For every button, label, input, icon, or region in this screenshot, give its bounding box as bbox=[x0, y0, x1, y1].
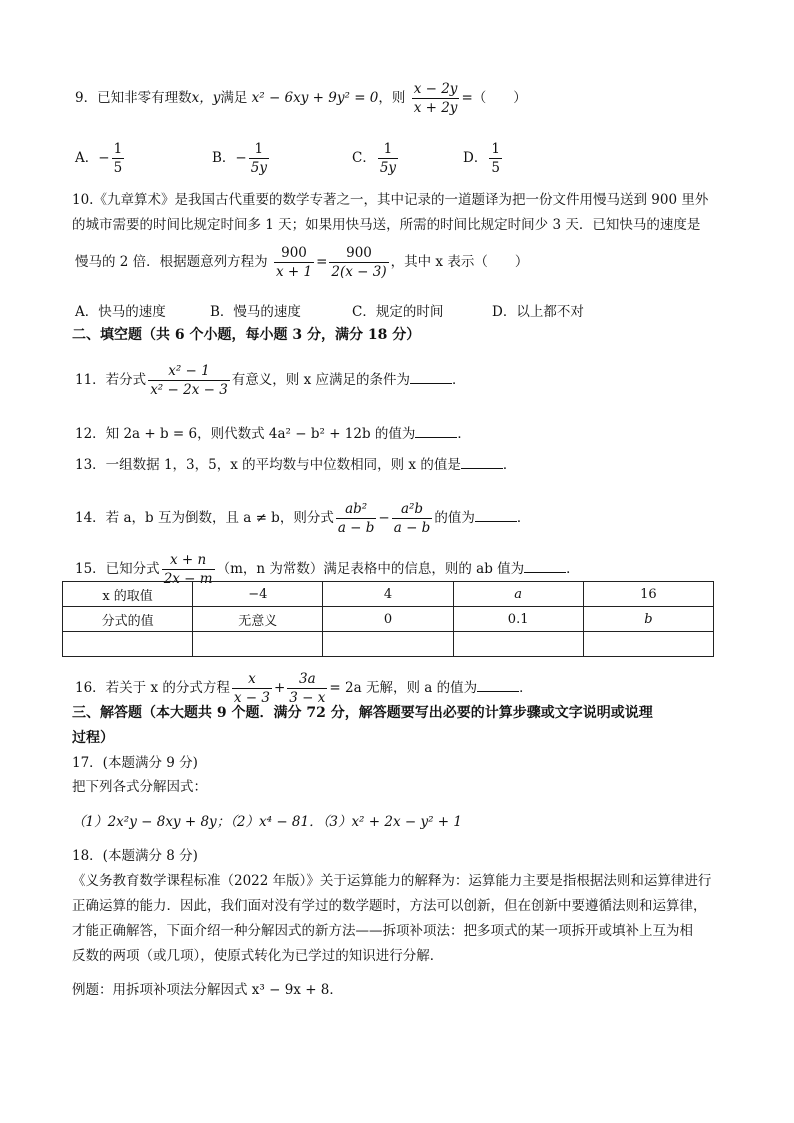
q16-num1: x bbox=[248, 671, 256, 687]
q18-heading: 18．(本题满分 8 分) bbox=[72, 848, 198, 864]
q10-line3-post: ，其中 x 表示（ ） bbox=[390, 254, 529, 270]
table-cell: x 的取值 bbox=[63, 582, 193, 607]
q10-frac1-num: 900 bbox=[281, 245, 307, 261]
q10-line-3 bbox=[75, 244, 528, 281]
q9-option-b bbox=[212, 140, 271, 177]
q15-num: x + n bbox=[170, 552, 207, 568]
q10-option-c: C．规定的时间 bbox=[352, 304, 444, 320]
q9-prefix: 9．已知非零有理数 bbox=[75, 90, 192, 106]
q9-option-a-frac bbox=[112, 140, 125, 177]
q9-option-d-label: D． bbox=[463, 150, 488, 166]
q17-items: （1）2x²y − 8xy + 8y；（2）x⁴ − 81．（3）x² + 2x − y² + 1 bbox=[72, 814, 462, 830]
q14-num2: a²b bbox=[400, 501, 424, 517]
q9-option-a bbox=[75, 140, 126, 177]
q15-end: ． bbox=[566, 561, 580, 577]
section-3-title-line-1: 三、解答题（本大题共 9 个题．满分 72 分，解答题要写出必要的计算步骤或文字说明或说理 bbox=[72, 705, 653, 721]
table-row bbox=[63, 607, 714, 632]
question-11 bbox=[75, 362, 466, 399]
q14-answer-blank[interactable] bbox=[475, 507, 517, 522]
q15-pre: 15．已知分式 bbox=[75, 561, 160, 577]
q16-den2: 3 − x bbox=[289, 690, 326, 706]
table-cell bbox=[323, 632, 453, 657]
question-14 bbox=[75, 500, 530, 537]
q9-mid: 满足 bbox=[220, 90, 248, 106]
q16-pre: 16．若关于 x 的分式方程 bbox=[75, 680, 230, 696]
q18-example: 例题：用拆项补项法分解因式 x³ − 9x + 8． bbox=[72, 982, 343, 998]
q18-para-line-3: 才能正确解答，下面介绍一种分解因式的新方法——拆项补项法：把多项式的某一项拆开或填补上互为相 bbox=[72, 923, 693, 939]
table-cell bbox=[193, 632, 323, 657]
q9-option-d bbox=[463, 140, 504, 177]
q9-option-d-frac bbox=[489, 140, 502, 177]
q14-frac-2 bbox=[392, 500, 433, 537]
q10-eq: = bbox=[316, 254, 328, 270]
q17-heading: 17．(本题满分 9 分) bbox=[72, 755, 198, 771]
q16-post: = 2a 无解，则 a 的值为 bbox=[329, 680, 478, 696]
q9-option-b-den: 5y bbox=[250, 160, 267, 176]
q18-para-line-1: 《义务教育数学课程标准（2022 年版）》关于运算能力的解释为：运算能力主要是指根据法则和运算律进行 bbox=[72, 873, 712, 889]
table-cell: 无意义 bbox=[193, 607, 323, 632]
q10-frac-1 bbox=[274, 244, 314, 281]
table-cell: a bbox=[453, 582, 583, 607]
q14-frac-1 bbox=[336, 500, 377, 537]
table-cell bbox=[453, 632, 583, 657]
q10-line3-pre: 慢马的 2 倍．根据题意列方程为 bbox=[75, 254, 268, 270]
q18-para-line-2: 正确运算的能力．因此，我们面对没有学过的数学题时，方法可以创新，但在创新中要遵循法则和运算律， bbox=[72, 898, 707, 914]
q9-option-d-num: 1 bbox=[491, 141, 500, 157]
table-cell: 16 bbox=[583, 582, 713, 607]
q12-text: 12．知 2a + b = 6，则代数式 4a² − b² + 12b 的值为 bbox=[75, 426, 416, 442]
q14-num1: ab² bbox=[345, 501, 368, 517]
q9-equation: x² − 6xy + 9y² = 0 bbox=[251, 90, 379, 106]
table-cell bbox=[583, 632, 713, 657]
table-cell: 分式的值 bbox=[63, 607, 193, 632]
q14-minus: − bbox=[378, 510, 390, 526]
q11-end: ． bbox=[452, 372, 466, 388]
q16-end: ． bbox=[519, 680, 533, 696]
q9-option-b-num: 1 bbox=[254, 141, 264, 157]
q15-den: 2x − m bbox=[163, 571, 213, 587]
q14-pre: 14．若 a，b 互为倒数，且 a ≠ b，则分式 bbox=[75, 510, 334, 526]
q16-den1: x − 3 bbox=[233, 690, 270, 706]
q11-num: x² − 1 bbox=[168, 363, 210, 379]
q13-text: 13．一组数据 1，3，5，x 的平均数与中位数相同，则 x 的值是 bbox=[75, 457, 461, 473]
q11-den: x² − 2x − 3 bbox=[150, 382, 228, 398]
table-row bbox=[63, 632, 714, 657]
q15-table bbox=[62, 581, 714, 657]
q9-option-c bbox=[352, 140, 400, 177]
q12-answer-blank[interactable] bbox=[415, 423, 457, 438]
q9-option-b-frac bbox=[249, 140, 269, 177]
table-cell: 0.1 bbox=[453, 607, 583, 632]
q9-option-a-label: A．− bbox=[75, 150, 110, 166]
table-row bbox=[63, 582, 714, 607]
question-9 bbox=[75, 80, 527, 117]
q9-vars: x，y bbox=[191, 90, 221, 106]
section-2-title: 二、填空题（共 6 个小题，每小题 3 分，满分 18 分） bbox=[72, 327, 421, 343]
q11-answer-blank[interactable] bbox=[410, 369, 452, 384]
q13-end: ． bbox=[502, 457, 517, 473]
table-cell: b bbox=[583, 607, 713, 632]
q16-num2: 3a bbox=[299, 671, 316, 687]
q16-answer-blank[interactable] bbox=[477, 677, 519, 692]
q9-frac-den: x + 2y bbox=[413, 100, 458, 116]
q16-plus: + bbox=[273, 680, 286, 696]
q10-frac2-num: 900 bbox=[346, 245, 372, 261]
table-cell: 4 bbox=[323, 582, 453, 607]
q10-option-d: D．以上都不对 bbox=[492, 304, 584, 320]
q10-line-2: 的城市需要的时间比规定时间多 1 天；如果用快马送，所需的时间比规定时间少 3 天．已知快马的速度是 bbox=[72, 217, 701, 233]
q9-option-c-den: 5y bbox=[379, 160, 397, 176]
table-cell: 0 bbox=[323, 607, 453, 632]
q9-option-a-den: 5 bbox=[113, 160, 123, 176]
q18-para-line-4: 反数的两项（或几项），使原式转化为已学过的知识进行分解． bbox=[72, 948, 444, 964]
q17-intro: 把下列各式分解因式： bbox=[72, 779, 207, 795]
q10-frac-2 bbox=[329, 244, 388, 281]
q11-post: 有意义，则 x 应满足的条件为 bbox=[231, 372, 410, 388]
question-12 bbox=[75, 423, 471, 444]
q13-answer-blank[interactable] bbox=[461, 454, 503, 469]
q9-then: ，则 bbox=[378, 90, 406, 106]
q14-den2: a − b bbox=[393, 520, 431, 536]
q14-den1: a − b bbox=[337, 520, 375, 536]
q10-option-a: A．快马的速度 bbox=[75, 304, 166, 320]
q11-pre: 11．若分式 bbox=[75, 372, 147, 388]
q9-option-c-frac bbox=[378, 140, 398, 177]
question-13 bbox=[75, 454, 516, 475]
q9-option-c-num: 1 bbox=[383, 141, 393, 157]
table-cell bbox=[63, 632, 193, 657]
section-3-title-line-2: 过程） bbox=[72, 730, 114, 746]
q10-frac2-den: 2(x − 3) bbox=[331, 264, 387, 280]
q9-fraction bbox=[412, 80, 460, 117]
table-cell: −4 bbox=[193, 582, 323, 607]
q11-frac bbox=[148, 362, 230, 399]
question-16 bbox=[75, 670, 533, 707]
q12-end: ． bbox=[457, 426, 471, 442]
q9-option-a-num: 1 bbox=[113, 141, 123, 157]
q9-option-c-label: C． bbox=[352, 150, 376, 166]
q16-frac-2 bbox=[287, 670, 327, 707]
q9-option-b-label: B．− bbox=[212, 150, 247, 166]
q14-post: 的值为 bbox=[434, 510, 475, 526]
q9-option-d-den: 5 bbox=[491, 160, 500, 176]
q10-line-1: 10.《九章算术》是我国古代重要的数学专著之一，其中记录的一道题译为把一份文件用慢马送到 900 里外 bbox=[72, 192, 709, 208]
q15-answer-blank[interactable] bbox=[524, 558, 566, 573]
q9-frac-num: x − 2y bbox=[413, 81, 458, 97]
q16-frac-1 bbox=[232, 670, 272, 707]
q15-post: （m，n 为常数）满足表格中的信息，则的 ab 值为 bbox=[216, 561, 525, 577]
q9-end: =（ ） bbox=[461, 90, 527, 106]
q14-end: ． bbox=[516, 510, 531, 526]
q10-frac1-den: x + 1 bbox=[275, 264, 313, 280]
q10-option-b: B．慢马的速度 bbox=[210, 304, 301, 320]
